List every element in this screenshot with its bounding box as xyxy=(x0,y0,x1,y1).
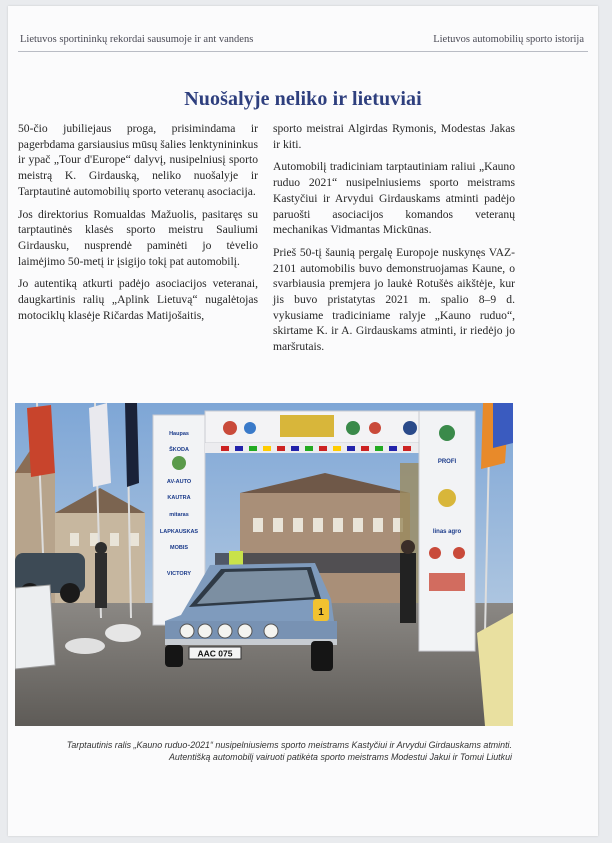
paragraph: Jos direktorius Romualdas Mažuolis, pasitaręs su tarptautinės klasės sporto meistru Sauliumi Girdausku, nusprendė paminėti jo tėvelio laimėjimo 50-metį ir įsigijo tokį pat automobilį. xyxy=(18,207,258,268)
header-left: Lietuvos sportininkų rekordai sausumoje ir ant vandens xyxy=(20,34,254,45)
running-header xyxy=(18,34,588,52)
paragraph: sporto meistrai Algirdas Rymonis, Modestas Jakas ir kiti. xyxy=(273,122,515,151)
license-plate: AAC 075 xyxy=(197,648,233,659)
banner-arch xyxy=(205,411,429,453)
sponsor-logo: linas agro xyxy=(432,529,462,535)
sponsor-logo: KAUTRA xyxy=(167,495,191,501)
sponsor-logo: ŠKODA xyxy=(169,447,189,453)
sandbag xyxy=(105,624,141,642)
sponsor-logo: MOBIS xyxy=(169,545,189,551)
page xyxy=(8,6,598,836)
sponsor-logo: PROFI xyxy=(437,459,457,465)
banner-right xyxy=(419,411,475,651)
sponsor-logo: mitaras xyxy=(169,512,189,518)
paragraph: 50-čio jubiliejaus proga, prisimindama ir pagerbdama garsiausius mūsų šalies lenktynininkus ir ypač „Tour d'Europe“ dalyvį, nusipelniusį sporto meistrą K. Girdauską, neliko nuošalyje ir Tarptautinė automobilių sporto veteranų asociacija. xyxy=(18,122,258,198)
header-right: Lietuvos automobilių sporto istorija xyxy=(433,34,584,45)
sponsor-logo: LAPKAUSKAS xyxy=(159,529,199,535)
rally-photo xyxy=(15,403,513,726)
caption-line: Tarptautinis ralis „Kauno ruduo-2021“ nusipelniusiems sporto meistrams Kastyčiui ir Arvydui Girdauskams atminti. xyxy=(66,740,512,750)
paragraph: Prieš 50-tį šaunią pergalę Europoje nuskynęs VAZ-2101 automobilis buvo demonstruojamas Kaune, o svarbiausia premjera jo laukė Rotušės aikštėje, kur jis buvo pristatytas 2021 m. spalio 8–9 d. vykusiame tradiciniame ralyje „Kauno ruduo“, skirtame K. ir A. Girdauskams atminti, ir riedėjo jo maršrutais. xyxy=(273,245,515,354)
sponsor-logo: AV-AUTO xyxy=(166,479,192,485)
rally-photo-illustration xyxy=(15,403,513,726)
sponsor-logo: Haupas xyxy=(169,431,189,437)
door-number: 1 xyxy=(318,607,324,618)
paragraph: Jo autentiką atkurti padėjo asociacijos veteranai, daugkartinis ralių „Aplink Lietuvą“ nugalėtojas motociklų klasėje Ričardas Matijošaitis, xyxy=(18,277,258,322)
photo-caption xyxy=(38,739,512,763)
caption-line: Autentišką automobilį vairuoti patikėta sporto meistrams Modestui Jakui ir Tomui Liutkui xyxy=(169,752,512,762)
right-column xyxy=(273,121,515,362)
left-column xyxy=(18,121,258,330)
sandbag xyxy=(65,638,105,654)
paragraph: Automobilį tradiciniam tarptautiniam raliui „Kauno ruduo 2021“ nusipelniusiems sporto meistrams Kastyčiui ir Arvydui Girdauskams atminti padėjo paruošti asociacijos komandos veteranų mechanikas Vidmantas Mickūnas. xyxy=(273,160,515,237)
article-title: Nuošalyje neliko ir lietuviai xyxy=(184,88,422,110)
sponsor-logo: VICTORY xyxy=(166,571,192,577)
header-divider xyxy=(18,51,588,52)
